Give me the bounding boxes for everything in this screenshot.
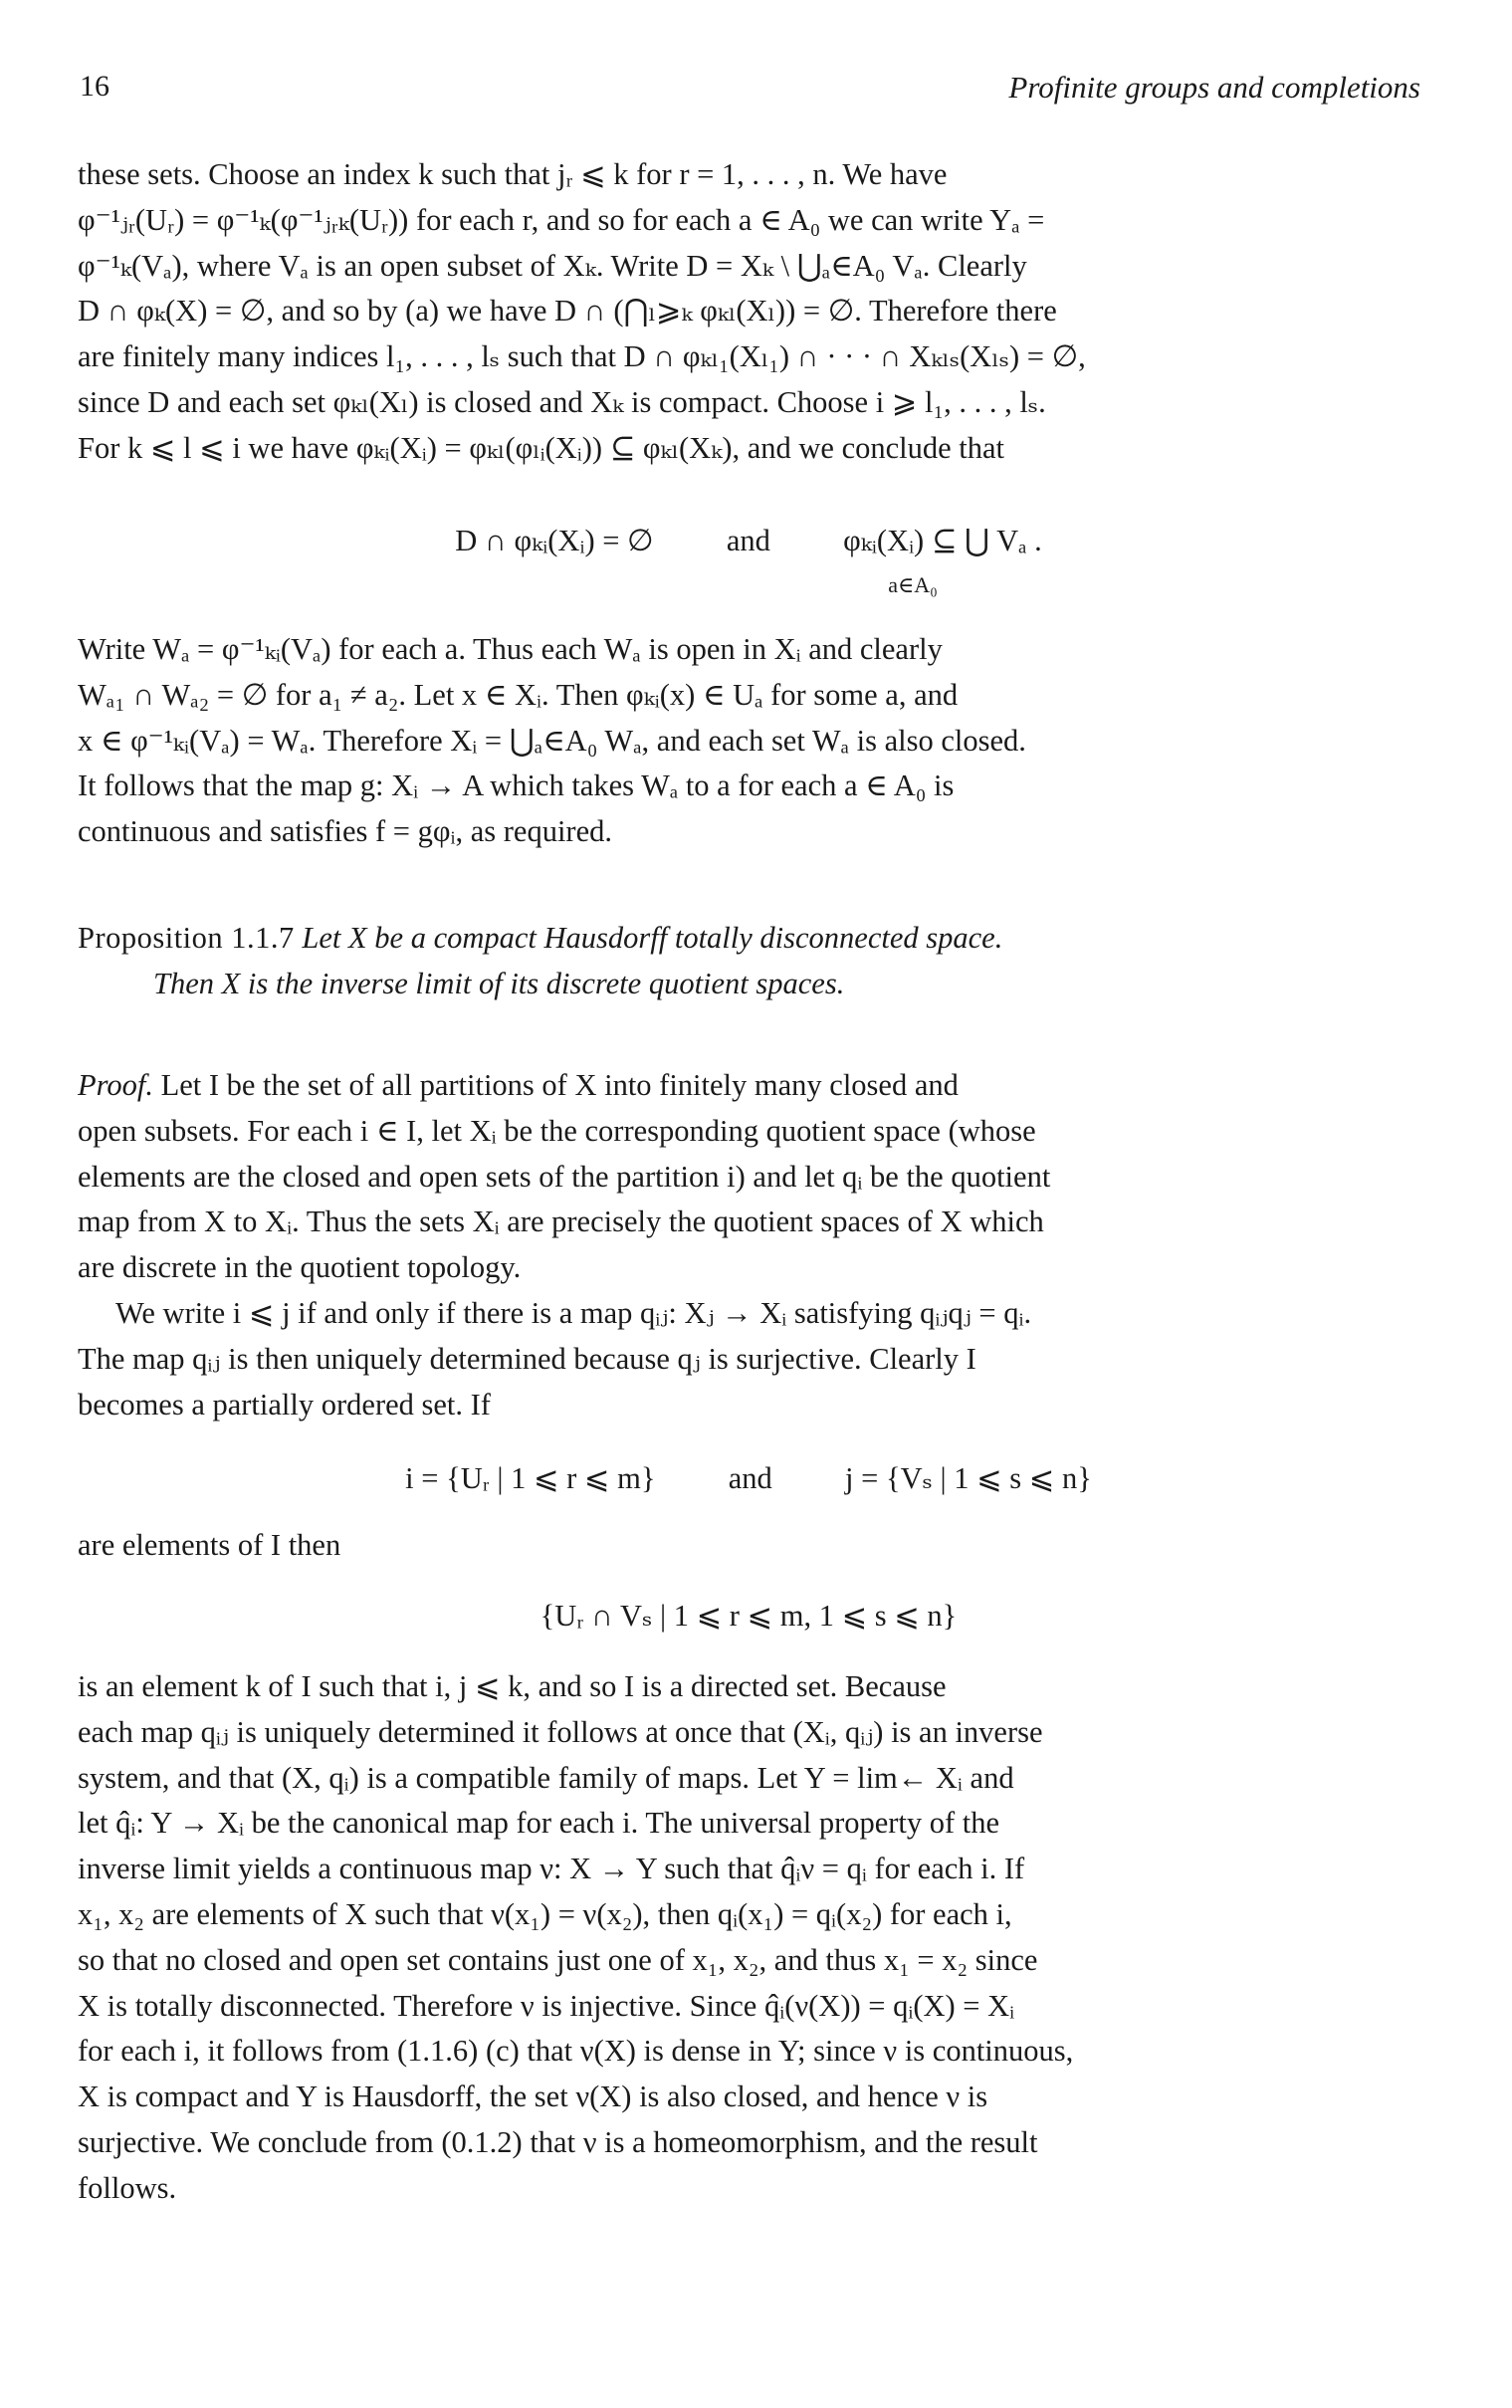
equation-connective: and [726, 524, 770, 557]
display-equation-2 [78, 1455, 1419, 1501]
text-line: are finitely many indices l₁, . . . , lₛ such that D ∩ φₖₗ₁(Xₗ₁) ∩ · · · ∩ Xₖₗₛ(Xₗₛ) = ∅, [78, 339, 1086, 374]
text-line: surjective. We conclude from (0.1.2) that ν is a homeomorphism, and the result [78, 2124, 1038, 2159]
page-number: 16 [80, 70, 109, 103]
equation: {Uᵣ ∩ Vₛ | 1 ⩽ r ⩽ m, 1 ⩽ s ⩽ n} [540, 1599, 958, 1633]
proposition-label: Proposition 1.1.7 [78, 921, 295, 955]
text-line: becomes a partially ordered set. If [78, 1387, 491, 1422]
equation-right: φₖᵢ(Xᵢ) ⊆ ⋃ Vₐ . [843, 524, 1042, 557]
text-line: these sets. Choose an index k such that jᵣ ⩽ k for r = 1, . . . , n. We have [78, 157, 948, 191]
proposition-statement: Let X be a compact Hausdorff totally disconnected space. [302, 921, 1003, 955]
text-line: is an element k of I such that i, j ⩽ k, and so I is a directed set. Because [78, 1669, 947, 1703]
text-line: Write Wₐ = φ⁻¹ₖᵢ(Vₐ) for each a. Thus each Wₐ is open in Xᵢ and clearly [78, 632, 943, 666]
proof-label: Proof. [78, 1068, 153, 1102]
text-line: map from X to Xᵢ. Thus the sets Xᵢ are precisely the quotient spaces of X which [78, 1204, 1044, 1239]
running-title: Profinite groups and completions [1008, 70, 1420, 105]
text-line: φ⁻¹ⱼᵣ(Uᵣ) = φ⁻¹ₖ(φ⁻¹ⱼᵣₖ(Uᵣ)) for each r, and so for each a ∈ A₀ we can write Yₐ = [78, 202, 1045, 237]
proof-paragraph-3 [78, 1664, 1419, 2212]
text-line: It follows that the map g: Xᵢ → A which takes Wₐ to a for each a ∈ A₀ is [78, 768, 955, 803]
proposition [78, 916, 1419, 1007]
text-line: follows. [78, 2170, 177, 2205]
text-line [78, 1063, 1419, 1109]
text-line: elements are the closed and open sets of the partition i) and let qᵢ be the quotient [78, 1159, 1051, 1194]
proof-paragraph-2 [78, 1291, 1419, 1427]
text-line: Wₐ₁ ∩ Wₐ₂ = ∅ for a₁ ≠ a₂. Let x ∈ Xᵢ. Then φₖᵢ(x) ∈ Uₐ for some a, and [78, 677, 959, 712]
text-line: are discrete in the quotient topology. [78, 1250, 522, 1285]
text-line: system, and that (X, qᵢ) is a compatible family of maps. Let Y = lim← Xᵢ and [78, 1760, 1014, 1795]
paragraph-continued [78, 152, 1419, 472]
text-line: X is totally disconnected. Therefore ν is injective. Since q̂ᵢ(ν(X)) = qᵢ(X) = Xᵢ [78, 1988, 1015, 2023]
display-equation-3 [78, 1593, 1419, 1639]
text-line: D ∩ φₖ(X) = ∅, and so by (a) we have D ∩ (⋂ₗ⩾ₖ φₖₗ(Xₗ)) = ∅. Therefore there [78, 294, 1057, 328]
text-line: so that no closed and open set contains just one of x₁, x₂, and thus x₁ = x₂ since [78, 1942, 1038, 1977]
union-index: a∈A₀ [888, 572, 938, 597]
text-line: We write i ⩽ j if and only if there is a map qᵢⱼ: Xⱼ → Xᵢ satisfying qᵢⱼqⱼ = qᵢ. [115, 1296, 1032, 1330]
text-line: The map qᵢⱼ is then uniquely determined because qⱼ is surjective. Clearly I [78, 1341, 976, 1376]
text-line: let q̂ᵢ: Y → Xᵢ be the canonical map for each i. The universal property of the [78, 1806, 1000, 1841]
proposition-line-2: Then X is the inverse limit of its discrete quotient spaces. [153, 966, 845, 1000]
union-subscript [78, 559, 1419, 608]
display-equation-1 [78, 518, 1419, 563]
text-line: X is compact and Y is Hausdorff, the set ν(X) is also closed, and hence ν is [78, 2080, 988, 2114]
equation-right: j = {Vₛ | 1 ⩽ s ⩽ n} [845, 1461, 1092, 1495]
paragraph-line [78, 1523, 1419, 1569]
proposition-line-1 [78, 916, 1419, 962]
text-line: continuous and satisfies f = gφᵢ, as required. [78, 814, 612, 849]
equation-left: D ∩ φₖᵢ(Xᵢ) = ∅ [455, 524, 654, 557]
equation-connective: and [728, 1461, 772, 1495]
text-line: x ∈ φ⁻¹ₖᵢ(Vₐ) = Wₐ. Therefore Xᵢ = ⋃ₐ∈A₀ Wₐ, and each set Wₐ is also closed. [78, 723, 1026, 758]
text-line: For k ⩽ l ⩽ i we have φₖᵢ(Xᵢ) = φₖₗ(φₗᵢ(Xᵢ)) ⊆ φₖₗ(Xₖ), and we conclude that [78, 430, 1005, 465]
text-line: φ⁻¹ₖ(Vₐ), where Vₐ is an open subset of Xₖ. Write D = Xₖ \ ⋃ₐ∈A₀ Vₐ. Clearly [78, 248, 1027, 283]
text-line: inverse limit yields a continuous map ν: X → Y such that q̂ᵢν = qᵢ for each i. If [78, 1852, 1025, 1886]
proof-paragraph-1 [78, 1063, 1419, 1291]
text-line: x₁, x₂ are elements of X such that ν(x₁) = ν(x₂), then qᵢ(x₁) = qᵢ(x₂) for each i, [78, 1896, 1012, 1931]
text-line: are elements of I then [78, 1528, 341, 1562]
equation-left: i = {Uᵣ | 1 ⩽ r ⩽ m} [405, 1461, 656, 1495]
text-line: each map qᵢⱼ is uniquely determined it follows at once that (Xᵢ, qᵢⱼ) is an inverse [78, 1714, 1043, 1749]
text-line: for each i, it follows from (1.1.6) (c) that ν(X) is dense in Y; since ν is continuous, [78, 2034, 1074, 2069]
paragraph [78, 627, 1419, 855]
text-line: since D and each set φₖₗ(Xₗ) is closed and Xₖ is compact. Choose i ⩾ l₁, . . . , lₛ. [78, 384, 1046, 419]
text-line: open subsets. For each i ∈ I, let Xᵢ be the corresponding quotient space (whose [78, 1113, 1036, 1148]
proof-first-line: Let I be the set of all partitions of X into finitely many closed and [160, 1068, 959, 1102]
